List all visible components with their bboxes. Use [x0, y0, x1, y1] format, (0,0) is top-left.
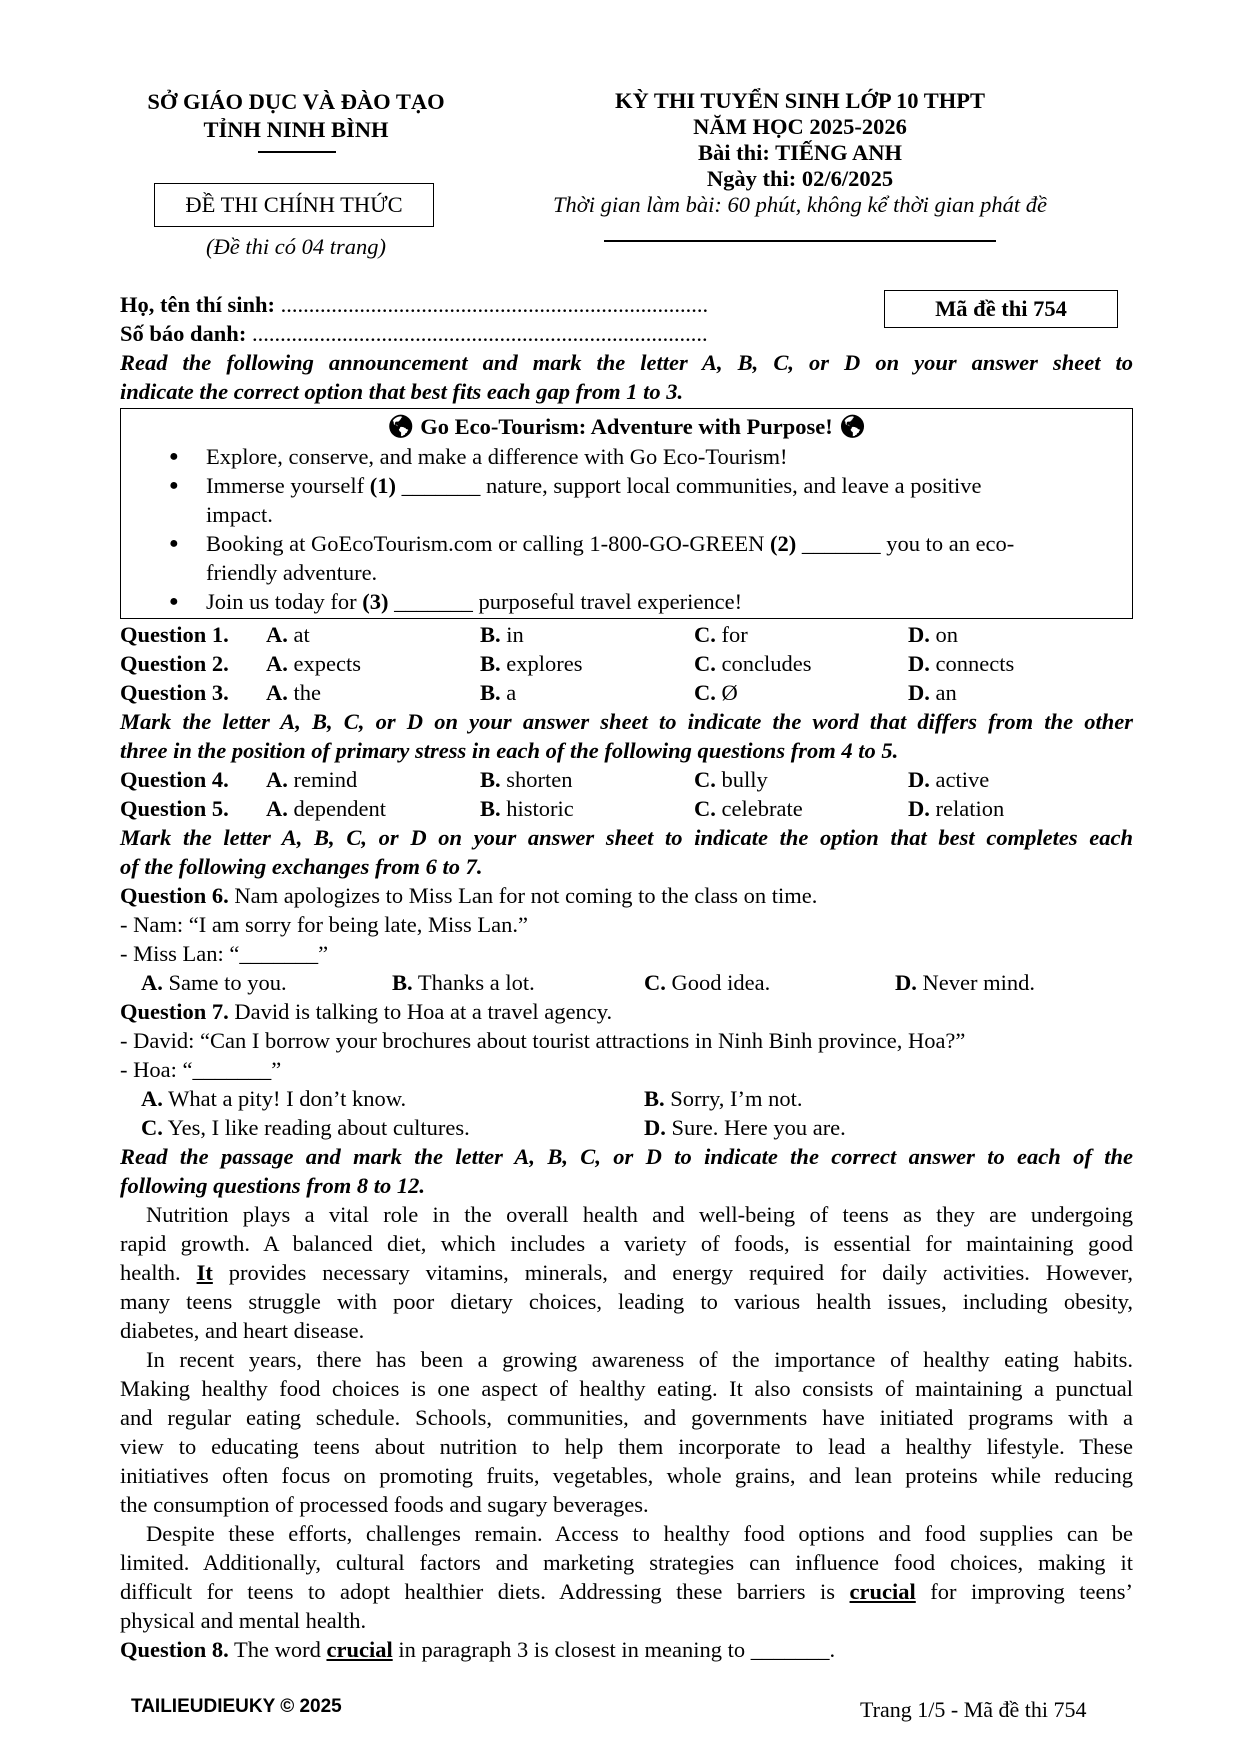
- gap-1-blank: _______: [401, 473, 481, 498]
- official-exam-box: ĐỀ THI CHÍNH THỨC: [154, 183, 434, 227]
- option-a[interactable]: A. What a pity! I don’t know.: [141, 1086, 407, 1111]
- bullet-icon: ●: [169, 448, 179, 465]
- announcement-title: Go Eco-Tourism: Adventure with Purpose!: [420, 414, 833, 439]
- q7-dialogue-1: - David: “Can I borrow your brochures about tourist attractions in Ninh Binh province, Hoa?”: [120, 1028, 966, 1053]
- bullet-4-text-b: purposeful travel experience!: [478, 589, 743, 614]
- section-2-instructions: [120, 707, 1133, 765]
- exam-line-2: NĂM HỌC 2025-2026: [693, 114, 907, 139]
- bullet-3-text-c: friendly adventure.: [206, 560, 378, 585]
- option-b[interactable]: B. Sorry, I’m not.: [644, 1086, 803, 1111]
- option-c[interactable]: C. concludes: [694, 651, 812, 676]
- option-d[interactable]: D. Never mind.: [895, 970, 1035, 995]
- bullet-1-text: Explore, conserve, and make a difference with Go Eco-Tourism!: [206, 444, 788, 469]
- section-3-instructions: [120, 823, 1133, 881]
- q7-dialogue-2: - Hoa: “_______”: [120, 1057, 282, 1082]
- header-right: [500, 88, 1100, 218]
- passage-line: the consumption of processed foods and sugary beverages.: [120, 1492, 649, 1517]
- gap-1-number: (1): [369, 473, 396, 498]
- announcement-bullet-3: [161, 529, 1116, 587]
- section-2-instr-line-2: three in the position of primary stress in each of the following questions from 4 to 5.: [120, 738, 899, 763]
- question-row-5: [120, 794, 1133, 823]
- candidate-name-label: Họ, tên thí sinh:: [120, 292, 276, 317]
- question-7-text: David is talking to Hoa at a travel agency.: [234, 999, 613, 1024]
- passage-line: diabetes, and heart disease.: [120, 1318, 365, 1343]
- option-c[interactable]: C. Ø: [694, 680, 738, 705]
- section-3-instr-line-1: Mark the letter A, B, C, or D on your answer sheet to indicate the option that best completes each: [120, 825, 1133, 850]
- question-row-4: [120, 765, 1133, 794]
- announcement-bullet-4: [161, 587, 1116, 616]
- gap-3-number: (3): [362, 589, 389, 614]
- passage-line: and regular eating schedule. Schools, communities, and governments have initiated programs with a: [120, 1405, 1133, 1430]
- passage-line: rapid growth. A balanced diet, which includes a variety of foods, is essential for maintaining good: [120, 1231, 1133, 1256]
- underlined-it: It: [196, 1260, 213, 1285]
- bullet-3-text-b: you to an eco-: [886, 531, 1015, 556]
- bullet-2-text-b: nature, support local communities, and leave a positive: [485, 473, 982, 498]
- passage-line: many teens struggle with poor dietary choices, leading to various health issues, including obesity,: [120, 1289, 1133, 1314]
- question-label: Question 7.: [120, 999, 229, 1024]
- passage-line: view to educating teens about nutrition to help them incorporate to lead a healthy lifestyle. These: [120, 1434, 1133, 1459]
- question-label: Question 6.: [120, 883, 229, 908]
- passage-paragraph-2: [120, 1345, 1133, 1519]
- underlined-crucial: crucial: [849, 1579, 916, 1604]
- option-b[interactable]: B. explores: [480, 651, 583, 676]
- option-b[interactable]: B. Thanks a lot.: [392, 970, 535, 995]
- bullet-2-text-a: Immerse yourself: [206, 473, 365, 498]
- announcement-bullet-2: [161, 471, 1116, 529]
- option-d[interactable]: D. connects: [908, 651, 1015, 676]
- section-1-instr-line-2: indicate the correct option that best fits each gap from 1 to 3.: [120, 379, 684, 404]
- org-line-1: SỞ GIÁO DỤC VÀ ĐÀO TẠO: [147, 89, 445, 114]
- exam-line-3: Bài thi: TIẾNG ANH: [697, 140, 902, 165]
- bullet-icon: ●: [169, 477, 179, 494]
- passage-line: limited. Additionally, cultural factors and marketing strategies can influence food choices, making it: [120, 1550, 1133, 1575]
- option-b[interactable]: B. a: [480, 680, 517, 705]
- candidate-id-dots: .................................................................................: [251, 321, 708, 346]
- passage-line: Nutrition plays a vital role in the overall health and well-being of teens as they are undergoing: [146, 1202, 1133, 1227]
- option-d[interactable]: D. Sure. Here you are.: [644, 1115, 846, 1140]
- question-row-3: [120, 678, 1133, 707]
- question-7-stem: [120, 997, 1133, 1026]
- option-c[interactable]: C. for: [694, 622, 748, 647]
- q6-dialogue-1: - Nam: “I am sorry for being late, Miss Lan.”: [120, 912, 528, 937]
- footer-page-number: Trang 1/5 - Mã đề thi 754: [860, 1697, 1087, 1722]
- question-label: Question 4.: [120, 767, 229, 792]
- section-2-instr-line-1: Mark the letter A, B, C, or D on your answer sheet to indicate the word that differs from the other: [120, 709, 1133, 734]
- question-8-text-a: The word: [233, 1637, 321, 1662]
- option-b[interactable]: B. historic: [480, 796, 574, 821]
- candidate-name-dots: ............................................................................: [280, 292, 709, 317]
- option-d[interactable]: D. active: [908, 767, 990, 792]
- option-a[interactable]: A. remind: [266, 767, 358, 792]
- bullet-icon: ●: [169, 535, 179, 552]
- footer-brand: TAILIEUDIEUKY © 2025: [131, 1696, 342, 1717]
- question-6-options: [120, 968, 1133, 997]
- header-right-rule: [604, 240, 996, 242]
- question-row-1: [120, 620, 1133, 649]
- exam-line-1: KỲ THI TUYỂN SINH LỚP 10 THPT: [614, 88, 986, 113]
- option-a[interactable]: A. Same to you.: [141, 970, 287, 995]
- question-label: Question 3.: [120, 680, 229, 705]
- option-b[interactable]: B. in: [480, 622, 524, 647]
- option-a[interactable]: A. expects: [266, 651, 361, 676]
- bullet-icon: ●: [169, 593, 179, 610]
- gap-2-number: (2): [769, 531, 797, 556]
- passage-line: Despite these efforts, challenges remain. Access to healthy food options and food supplies can be: [146, 1521, 1133, 1546]
- section-1-instructions: [120, 348, 1133, 406]
- bullet-3-text-a: Booking at GoEcoTourism.com or calling 1-800-GO-GREEN: [206, 531, 765, 556]
- question-8-stem: [120, 1635, 1133, 1664]
- question-6-text: Nam apologizes to Miss Lan for not coming to the class on time.: [234, 883, 818, 908]
- question-7-options-row-1: [120, 1084, 1133, 1113]
- option-d[interactable]: D. on: [908, 622, 958, 647]
- option-a[interactable]: A. at: [266, 622, 310, 647]
- option-a[interactable]: A. the: [266, 680, 321, 705]
- announcement-box: [120, 408, 1133, 619]
- underlined-crucial: crucial: [326, 1637, 393, 1662]
- passage-line: In recent years, there has been a growing awareness of the importance of healthy eating habits.: [146, 1347, 1133, 1372]
- question-6-stem: [120, 881, 1133, 910]
- option-d[interactable]: D. an: [908, 680, 957, 705]
- passage-line: physical and mental health.: [120, 1608, 367, 1633]
- question-label: Question 2.: [120, 651, 229, 676]
- gap-3-blank: _______: [394, 589, 473, 614]
- question-label: Question 8.: [120, 1637, 229, 1662]
- option-a[interactable]: A. dependent: [266, 796, 386, 821]
- passage-line: difficult for teens to adopt healthier diets. Addressing these barriers is crucial for improving teens’: [120, 1579, 1133, 1604]
- option-c[interactable]: C. bully: [694, 767, 768, 792]
- passage-line: initiatives often focus on promoting fruits, vegetables, whole grains, and lean proteins while reducing: [120, 1463, 1133, 1488]
- exam-code-box: Mã đề thi 754: [884, 290, 1118, 328]
- passage-paragraph-1: [120, 1200, 1133, 1345]
- question-7-options-row-2: [120, 1113, 1133, 1142]
- section-4-instr-line-1: Read the passage and mark the letter A, B, C, or D to indicate the correct answer to each of the: [120, 1144, 1133, 1169]
- gap-2-blank: _______: [801, 531, 881, 556]
- candidate-id-line: [120, 319, 1133, 348]
- announcement-bullet-1: [161, 442, 1116, 471]
- candidate-id-label: Số báo danh:: [120, 321, 247, 346]
- option-b[interactable]: B. shorten: [480, 767, 573, 792]
- option-c[interactable]: C. celebrate: [694, 796, 803, 821]
- exam-time: Thời gian làm bài: 60 phút, không kể thời gian phát đề: [553, 192, 1047, 217]
- q6-dialogue-2: - Miss Lan: “_______”: [120, 941, 329, 966]
- header-left: [120, 88, 472, 144]
- question-label: Question 1.: [120, 622, 229, 647]
- section-4-instructions: [120, 1142, 1133, 1200]
- option-c[interactable]: C. Good idea.: [644, 970, 771, 995]
- section-4-instr-line-2: following questions from 8 to 12.: [120, 1173, 426, 1198]
- announcement-title-row: [121, 413, 1132, 441]
- passage-line: health. It provides necessary vitamins, minerals, and energy required for daily activities. However,: [120, 1260, 1134, 1285]
- org-line-2: TỈNH NINH BÌNH: [203, 117, 389, 142]
- question-8-text-b: in paragraph 3 is closest in meaning to _______.: [398, 1637, 836, 1662]
- passage-line: Making healthy food choices is one aspect of healthy eating. It also consists of maintaining a punctual: [120, 1376, 1133, 1401]
- question-row-2: [120, 649, 1133, 678]
- header-left-rule: [258, 151, 336, 153]
- globe-icon: 🌎︎: [386, 414, 415, 439]
- bullet-2-text-c: impact.: [206, 502, 273, 527]
- globe-icon: 🌎︎: [838, 414, 867, 439]
- option-c[interactable]: C. Yes, I like reading about cultures.: [141, 1115, 470, 1140]
- exam-line-4: Ngày thi: 02/6/2025: [706, 166, 894, 191]
- passage-paragraph-3: [120, 1519, 1133, 1635]
- pages-note: (Đề thi có 04 trang): [206, 234, 386, 259]
- section-1-instr-line-1: Read the following announcement and mark the letter A, B, C, or D on your answer sheet to: [120, 350, 1133, 375]
- option-d[interactable]: D. relation: [908, 796, 1005, 821]
- question-label: Question 5.: [120, 796, 229, 821]
- section-3-instr-line-2: of the following exchanges from 6 to 7.: [120, 854, 483, 879]
- bullet-4-text-a: Join us today for: [206, 589, 357, 614]
- announcement-bullets: [161, 442, 1116, 616]
